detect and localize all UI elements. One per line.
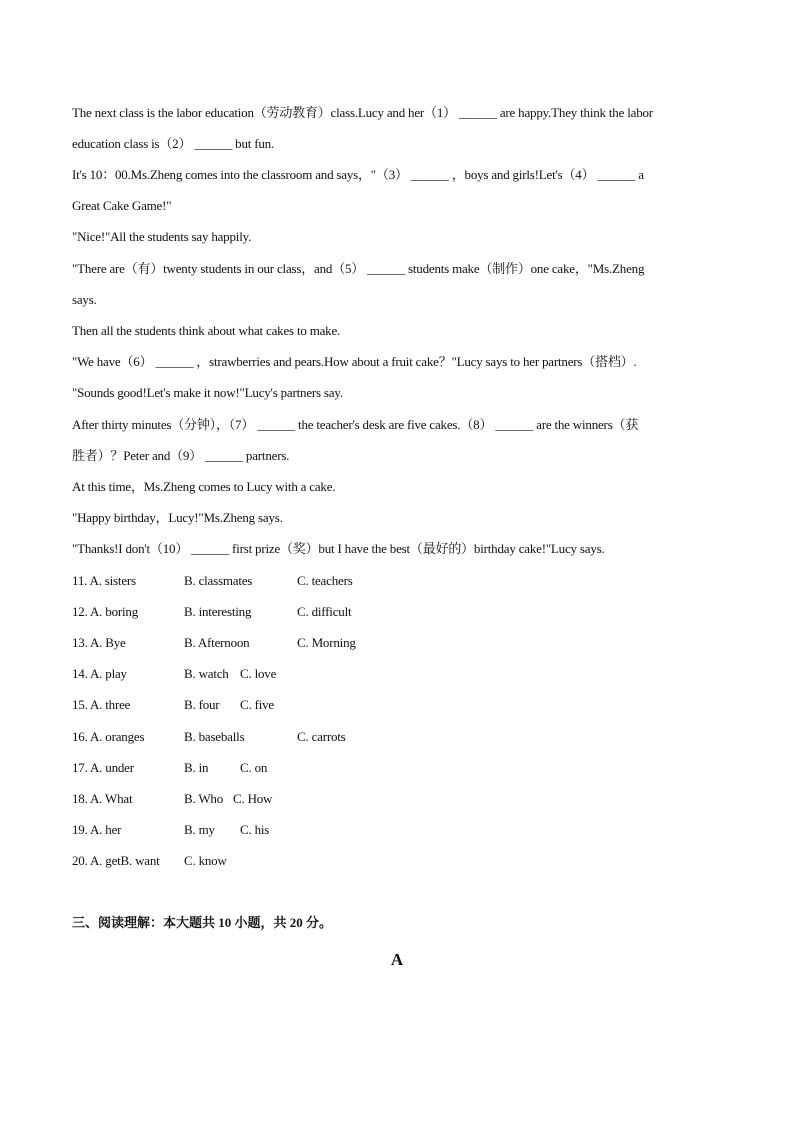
question-18-option-c: C. How <box>233 791 273 806</box>
question-14-option-a: 14. A. play <box>72 666 127 681</box>
passage-line: Then all the students think about what cakes to make. <box>72 323 341 338</box>
question-18-option-a: 18. A. What <box>72 791 133 806</box>
question-14-option-c: C. love <box>240 666 277 681</box>
question-12-option-b: B. interesting <box>184 604 252 619</box>
question-19-option-b: B. my <box>184 822 215 837</box>
passage-line: "Sounds good!Let's make it now!"Lucy's partners say. <box>72 385 343 400</box>
passage-line: "Happy birthday，Lucy!"Ms.Zheng says. <box>72 510 283 525</box>
section-heading: 三、阅读理解：本大题共 10 小题，共 20 分。 <box>72 915 333 930</box>
question-18-option-b: B. Who <box>184 791 224 806</box>
passage-line: "We have（6） ______ ，strawberries and pears.How about a fruit cake？"Lucy says to her partners（搭档）. <box>72 354 637 369</box>
question-19-option-c: C. his <box>240 822 270 837</box>
question-20-option-ab: 20. A. getB. want <box>72 853 160 868</box>
question-11-option-b: B. classmates <box>184 573 253 588</box>
passage-line: Great Cake Game!" <box>72 198 172 213</box>
section-title: A <box>390 950 404 969</box>
question-15-option-c: C. five <box>240 697 274 712</box>
question-13-option-b: B. Afternoon <box>184 635 250 650</box>
passage-line: education class is（2） ______ but fun. <box>72 136 275 151</box>
passage-line: "Thanks!I don't（10） ______ first prize（奖）but I have the best（最好的）birthday cake!"Lucy says. <box>72 541 605 556</box>
question-16-option-b: B. baseballs <box>184 729 245 744</box>
passage-line: At this time，Ms.Zheng comes to Lucy with a cake. <box>72 479 336 494</box>
passage-line: 胜者）？Peter and（9） ______ partners. <box>72 448 290 463</box>
question-15-option-b: B. four <box>184 697 220 712</box>
question-17-option-a: 17. A. under <box>72 760 134 775</box>
passage-line: The next class is the labor education（劳动教育）class.Lucy and her（1） ______ are happy.They think the labor <box>72 105 653 120</box>
question-20-option-c: C. know <box>184 853 227 868</box>
question-13-option-c: C. Morning <box>297 635 356 650</box>
question-13-option-a: 13. A. Bye <box>72 635 126 650</box>
question-17-option-c: C. on <box>240 760 268 775</box>
question-16-option-c: C. carrots <box>297 729 346 744</box>
passage-line: After thirty minutes（分钟），（7） ______ the teacher's desk are five cakes.（8） ______ are the winners（获 <box>72 417 639 432</box>
passage-line: "There are（有）twenty students in our class，and（5） ______ students make（制作）one cake，"Ms.Zheng <box>72 261 645 276</box>
passage-line: says. <box>72 292 97 307</box>
question-15-option-a: 15. A. three <box>72 697 131 712</box>
passage-line: It's 10：00.Ms.Zheng comes into the classroom and says，"（3） ______ ，boys and girls!Let's（4） ______ a <box>72 167 644 182</box>
question-11-option-c: C. teachers <box>297 573 353 588</box>
passage-line: "Nice!"All the students say happily. <box>72 229 252 244</box>
question-11-option-a: 11. A. sisters <box>72 573 136 588</box>
question-19-option-a: 19. A. her <box>72 822 122 837</box>
question-12-option-a: 12. A. boring <box>72 604 139 619</box>
question-12-option-c: C. difficult <box>297 604 352 619</box>
question-17-option-b: B. in <box>184 760 209 775</box>
question-16-option-a: 16. A. oranges <box>72 729 145 744</box>
question-14-option-b: B. watch <box>184 666 229 681</box>
